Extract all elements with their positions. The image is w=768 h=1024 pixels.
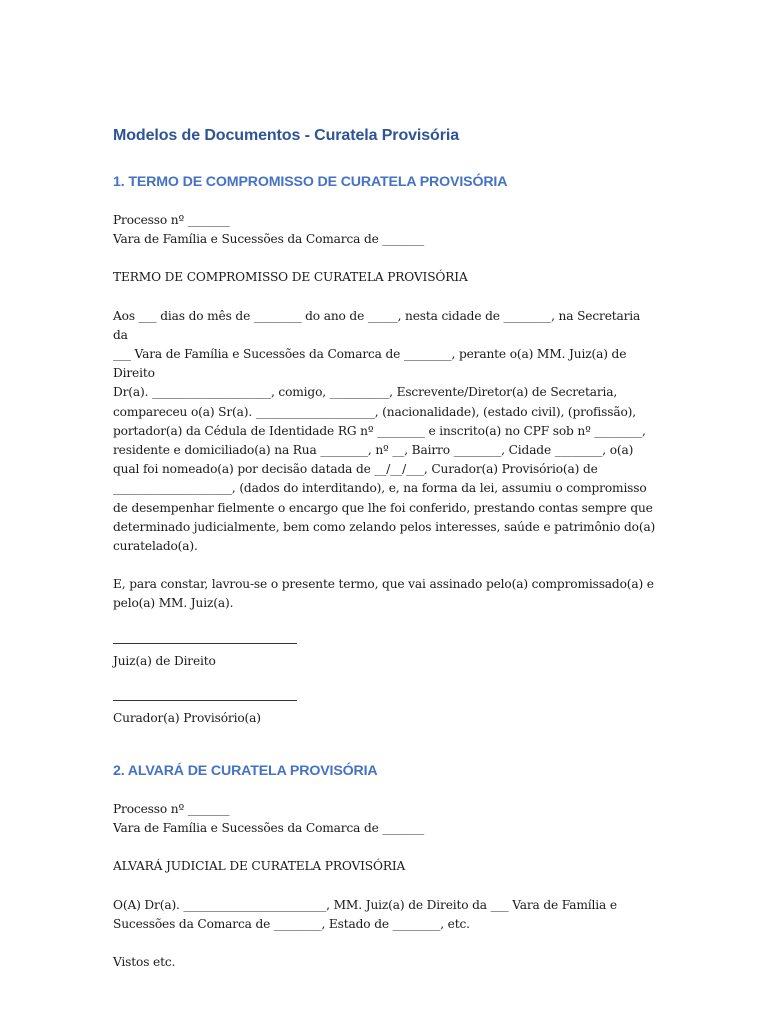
- closing-line: E, para constar, lavrou-se o presente termo, que vai assinado pelo(a) compromissado(a) e: [113, 577, 654, 592]
- section-1-doc-title: TERMO DE COMPROMISSO DE CURATELA PROVISÓRIA: [113, 270, 468, 285]
- body-line: curatelado(a).: [113, 539, 198, 554]
- body-line: Sucessões da Comarca de ________, Estado de ________, etc.: [113, 916, 470, 931]
- section-2-vara: Vara de Família e Sucessões da Comarca de _______: [113, 821, 425, 836]
- section-1-processo: Processo nº _______: [113, 213, 230, 227]
- body-line: residente e domiciliado(a) na Rua ________, nº __, Bairro ________, Cidade ________, o(a): [113, 443, 634, 458]
- body-line: ____________________, (dados do interditando), e, na forma da lei, assumiu o compromisso: [113, 481, 647, 496]
- body-line: qual foi nomeado(a) por decisão datada de __/__/___, Curador(a) Provisório(a) de: [113, 462, 598, 477]
- body-line: Aos ___ dias do mês de ________ do ano de _____, nesta cidade de ________, na Secretaria da: [113, 308, 641, 342]
- closing-line: pelo(a) MM. Juiz(a).: [113, 596, 234, 611]
- section-2-processo: Processo nº _______: [113, 802, 230, 817]
- body-line: ___ Vara de Família e Sucessões da Comarca de ________, perante o(a) MM. Juiz(a) de Direito: [113, 347, 627, 381]
- section-2-vistos: Vistos etc.: [113, 955, 176, 970]
- section-2-heading: 2. ALVARÁ DE CURATELA PROVISÓRIA: [113, 763, 378, 780]
- section-1-closing: [113, 575, 658, 613]
- curator-signature-label: Curador(a) Provisório(a): [113, 710, 261, 725]
- section-1-body: [113, 307, 658, 557]
- document-title: Modelos de Documentos - Curatela Provisória: [113, 127, 459, 144]
- section-1-vara: Vara de Família e Sucessões da Comarca de _______: [113, 232, 425, 247]
- body-line: Dr(a). ____________________, comigo, __________, Escrevente/Diretor(a) de Secretaria,: [113, 385, 618, 400]
- body-line: determinado judicialmente, bem como zelando pelos interesses, saúde e patrimônio do(a): [113, 519, 656, 534]
- document-page: [113, 124, 658, 972]
- body-line: de desempenhar fielmente o encargo que lhe foi conferido, prestando contas sempre que: [113, 500, 653, 515]
- section-2-body: [113, 896, 658, 934]
- section-2-doc-title: ALVARÁ JUDICIAL DE CURATELA PROVISÓRIA: [113, 859, 406, 874]
- section-1-heading: 1. TERMO DE COMPROMISSO DE CURATELA PROVISÓRIA: [113, 174, 508, 190]
- body-line: portador(a) da Cédula de Identidade RG nº ________ e inscrito(a) no CPF sob nº ________,: [113, 423, 646, 438]
- body-line: O(A) Dr(a). ________________________, MM. Juiz(a) de Direito da ___ Vara de Família e: [113, 897, 617, 912]
- body-line: compareceu o(a) Sr(a). ____________________, (nacionalidade), (estado civil), (profissão),: [113, 404, 637, 419]
- judge-signature-label: Juiz(a) de Direito: [113, 653, 216, 668]
